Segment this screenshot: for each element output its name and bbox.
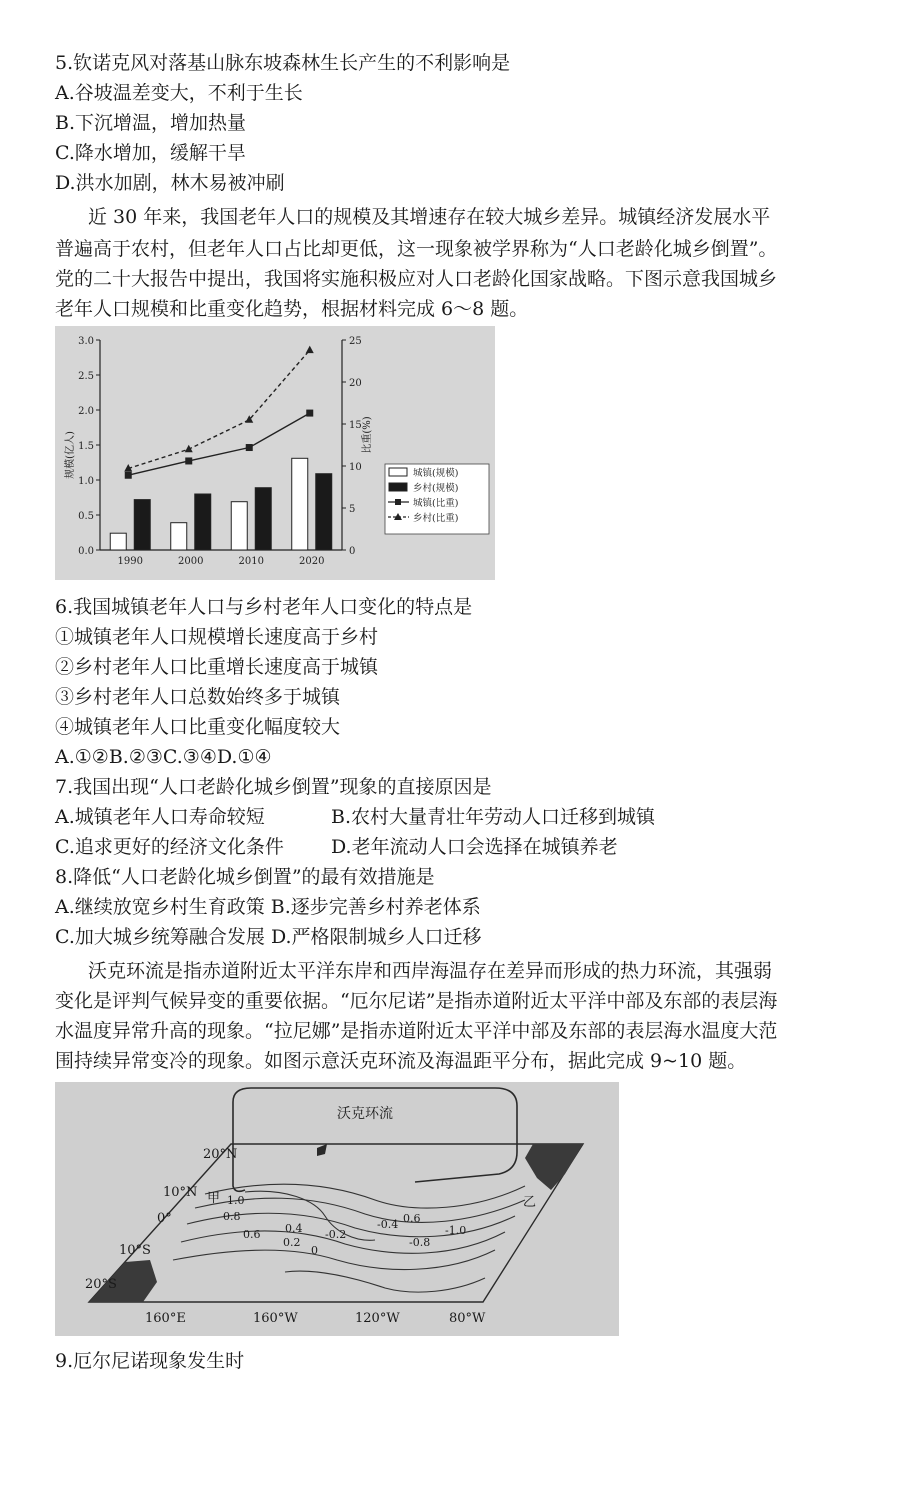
y-right-tick-label: 15 <box>349 420 362 431</box>
legend-entry-label: 城镇(规模) <box>413 468 459 479</box>
isoline-label-5: 0.2 <box>283 1236 301 1249</box>
x-tick-label: 1990 <box>117 556 143 567</box>
lat-label-20s: 20°S <box>85 1277 117 1292</box>
isoline-label-2: 0.8 <box>223 1210 241 1223</box>
rural-ratio-point <box>306 346 314 354</box>
passage-1-line-3: 党的二十大报告中提出，我国将实施积极应对人口老龄化国家战略。下图示意我国城乡 <box>55 268 778 290</box>
rural-ratio-line <box>128 350 310 468</box>
walker-circulation-map <box>55 1082 619 1336</box>
urban-ratio-point <box>306 410 313 417</box>
x-tick-label: 2020 <box>299 556 325 567</box>
question-6-statement-2: ②乡村老年人口比重增长速度高于城镇 <box>55 656 379 678</box>
question-6-statement-1: ①城镇老年人口规模增长速度高于乡村 <box>55 626 379 648</box>
isoline-label-9: 0.6 <box>403 1212 421 1225</box>
lat-label-0: 0° <box>157 1211 172 1226</box>
question-7-option-c: C.追求更好的经济文化条件 <box>55 836 284 858</box>
passage-1-line-2: 普遍高于农村，但老年人口占比却更低，这一现象被学界称为“人口老龄化城乡倒置”。 <box>55 238 778 260</box>
question-8-options-cd: C.加大城乡统筹融合发展 D.严格限制城乡人口迁移 <box>55 926 482 948</box>
question-7-option-b: B.农村大量青壮年劳动人口迁移到城镇 <box>331 806 656 828</box>
question-5-option-c: C.降水增加，缓解干旱 <box>55 142 246 164</box>
legend-entry-label: 乡村(比重) <box>413 513 459 524</box>
legend-marker <box>395 499 401 505</box>
isoline-label-3: 0.6 <box>243 1228 261 1241</box>
question-6-stem: 6.我国城镇老年人口与乡村老年人口变化的特点是 <box>55 596 473 618</box>
y-left-axis-title: 规模(亿人) <box>65 431 76 479</box>
urban-scale-bar <box>110 533 126 550</box>
y-left-tick-label: 1.5 <box>78 441 94 452</box>
legend-swatch <box>389 483 407 491</box>
legend-entry-label: 城镇(比重) <box>413 498 459 509</box>
y-right-axis-title: 比重(%) <box>362 416 373 454</box>
isoline-label-11: -1.0 <box>445 1224 467 1237</box>
y-right-tick-label: 10 <box>349 462 362 473</box>
question-8-options-ab: A.继续放宽乡村生育政策 B.逐步完善乡村养老体系 <box>55 896 481 918</box>
question-5-option-d: D.洪水加剧，林木易被冲刷 <box>55 172 285 194</box>
x-tick-label: 2000 <box>178 556 204 567</box>
y-right-tick-label: 20 <box>349 378 362 389</box>
y-left-tick-label: 0.5 <box>78 511 94 522</box>
y-left-tick-label: 2.0 <box>78 406 94 417</box>
rural-scale-bar <box>195 494 211 550</box>
isoline-label-8: -0.4 <box>377 1218 399 1231</box>
population-chart <box>55 326 495 580</box>
isoline-label-6: 0 <box>311 1244 318 1257</box>
place-label-yi: 乙 <box>523 1195 537 1210</box>
y-left-tick-label: 1.0 <box>78 476 94 487</box>
lon-label-160e: 160°E <box>145 1311 186 1326</box>
urban-ratio-point <box>246 444 253 451</box>
question-6-statement-4: ④城镇老年人口比重变化幅度较大 <box>55 716 341 738</box>
passage-2-line-4: 围持续异常变冷的现象。如图示意沃克环流及海温距平分布，据此完成 9~10 题。 <box>55 1050 747 1072</box>
walker-map-svg <box>55 1082 619 1336</box>
urban-ratio-line <box>128 413 310 475</box>
urban-ratio-point <box>125 472 132 479</box>
lat-label-20n: 20°N <box>203 1147 238 1162</box>
y-left-tick-label: 2.5 <box>78 371 94 382</box>
question-6-statement-3: ③乡村老年人口总数始终多于城镇 <box>55 686 341 708</box>
passage-1-line-1: 近 30 年来，我国老年人口的规模及其增速存在较大城乡差异。城镇经济发展水平 <box>88 206 771 228</box>
question-9-stem: 9.厄尔尼诺现象发生时 <box>55 1350 245 1372</box>
isoline-label-1: 1.0 <box>227 1194 245 1207</box>
passage-1-line-4: 老年人口规模和比重变化趋势，根据材料完成 6～8 题。 <box>55 298 529 320</box>
urban-scale-bar <box>292 458 308 550</box>
y-right-tick-label: 0 <box>349 546 356 557</box>
y-left-tick-label: 3.0 <box>78 336 94 347</box>
y-right-tick-label: 25 <box>349 336 362 347</box>
urban-scale-bar <box>231 502 247 550</box>
y-right-tick-label: 5 <box>349 504 356 515</box>
legend-swatch <box>389 468 407 476</box>
lon-label-80w: 80°W <box>449 1311 486 1326</box>
question-5-stem: 5.钦诺克风对落基山脉东坡森林生长产生的不利影响是 <box>55 52 511 74</box>
rural-scale-bar <box>134 500 150 550</box>
urban-scale-bar <box>171 523 187 550</box>
passage-2-line-2: 变化是评判气候异变的重要依据。“厄尔尼诺”是指赤道附近太平洋中部及东部的表层海 <box>55 990 778 1012</box>
isoline-label-10: -0.8 <box>409 1236 431 1249</box>
urban-ratio-point <box>185 457 192 464</box>
lat-label-10n: 10°N <box>163 1185 198 1200</box>
question-6-choices: A.①②B.②③C.③④D.①④ <box>55 746 272 768</box>
isoline-label-7: -0.2 <box>325 1228 347 1241</box>
passage-2-line-1: 沃克环流是指赤道附近太平洋东岸和西岸海温存在差异而形成的热力环流，其强弱 <box>88 960 773 982</box>
lat-label-10s: 10°S <box>119 1243 151 1258</box>
x-tick-label: 2010 <box>238 556 264 567</box>
passage-2-line-3: 水温度异常升高的现象。“拉尼娜”是指赤道附近太平洋中部及东部的表层海水温度大范 <box>55 1020 778 1042</box>
map-title: 沃克环流 <box>337 1106 393 1122</box>
question-5-option-a: A.谷坡温差变大，不利于生长 <box>55 82 303 104</box>
lon-label-120w: 120°W <box>355 1311 400 1326</box>
population-chart-figure <box>55 326 495 580</box>
question-8-stem: 8.降低“人口老龄化城乡倒置”的最有效措施是 <box>55 866 435 888</box>
y-left-tick-label: 0.0 <box>78 546 94 557</box>
legend-entry-label: 乡村(规模) <box>413 483 459 494</box>
question-7-stem: 7.我国出现“人口老龄化城乡倒置”现象的直接原因是 <box>55 776 492 798</box>
isoline-label-4: 0.4 <box>285 1222 303 1235</box>
rural-scale-bar <box>255 488 271 550</box>
lon-label-160w: 160°W <box>253 1311 298 1326</box>
question-7-option-d: D.老年流动人口会选择在城镇养老 <box>331 836 618 858</box>
rural-scale-bar <box>316 474 332 550</box>
question-5-option-b: B.下沉增温，增加热量 <box>55 112 247 134</box>
place-label-jia: 甲 <box>207 1191 221 1206</box>
question-7-option-a: A.城镇老年人口寿命较短 <box>55 806 265 828</box>
